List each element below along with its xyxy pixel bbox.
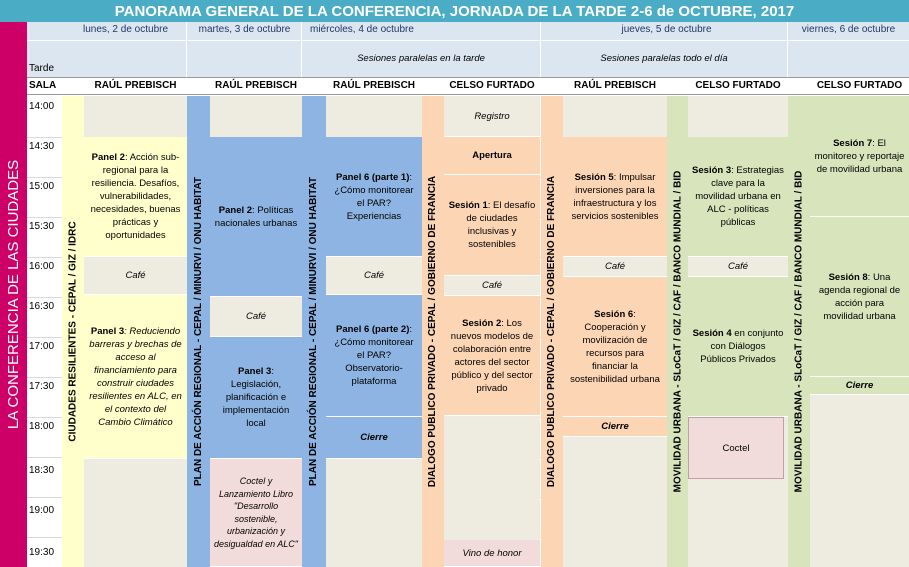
session-wed-cafe[interactable]: Café bbox=[326, 257, 422, 295]
session-thu-sesion5[interactable] bbox=[563, 137, 667, 257]
track-label: MOVILIDAD URBANA - SLoCaT / GIZ / CAF / BANCO MUNDIAL / BID bbox=[793, 170, 805, 493]
time-label: 19:00 bbox=[29, 505, 55, 516]
session-thucf-coctel[interactable]: Coctel bbox=[688, 417, 784, 479]
session-wedcf-vino[interactable]: Vino de honor bbox=[444, 540, 540, 567]
track-band-resilient bbox=[62, 96, 84, 567]
session-mon-panel3[interactable] bbox=[84, 295, 187, 459]
session-title: Panel 2 bbox=[91, 152, 125, 163]
time-label: 15:30 bbox=[29, 221, 55, 232]
room-header: RAÚL PREBISCH bbox=[94, 80, 177, 91]
track-band-dialogo bbox=[541, 96, 563, 567]
session-wedcf-apertura[interactable]: Apertura bbox=[444, 137, 540, 175]
time-label: 16:00 bbox=[29, 261, 55, 272]
session-wedcf-sesion1[interactable] bbox=[444, 175, 540, 276]
session-thu-sesion6[interactable] bbox=[563, 277, 667, 417]
track-band-dialogo bbox=[422, 96, 444, 567]
page-title: PANORAMA GENERAL DE LA CONFERENCIA, JORNADA DE LA TARDE 2-6 de OCTUBRE, 2017 bbox=[114, 2, 795, 20]
header-sep bbox=[301, 22, 302, 77]
session-text: : Estrategias clave para la movilidad urbana en ALC - políticas públicas bbox=[695, 165, 784, 228]
header-sep bbox=[186, 22, 187, 77]
room-header: RAÚL PREBISCH bbox=[214, 80, 298, 91]
session-title: Panel 3 bbox=[90, 325, 125, 337]
session-thucf-sesion4[interactable] bbox=[688, 277, 788, 417]
session-text: : Una agenda regional de acción para movilidad urbana bbox=[818, 271, 901, 322]
session-title: Panel 3 bbox=[238, 366, 272, 377]
session-text: : Impulsar inversiones para la infraestructura y los servicios sostenibles bbox=[571, 171, 659, 222]
session-title: Panel 6 (parte 1) bbox=[335, 171, 410, 183]
session-fri-cierre[interactable]: Cierre bbox=[810, 377, 909, 395]
time-label: 18:00 bbox=[29, 421, 55, 432]
session-tue-panel2[interactable] bbox=[210, 137, 302, 297]
session-tue-cafe[interactable]: Café bbox=[210, 297, 302, 337]
track-label: CIUDADES RESILIENTES - CEPAL / GIZ / IDRC bbox=[67, 221, 79, 442]
session-text: : El monitoreo y reportaje de movilidad urbana bbox=[814, 137, 905, 175]
time-label: 18:30 bbox=[29, 465, 55, 476]
session-title: Sesión 5 bbox=[574, 171, 614, 183]
time-label: 16:30 bbox=[29, 301, 55, 312]
time-label: 17:00 bbox=[29, 341, 55, 352]
side-label: LA CONFERENCIA DE LAS CIUDADES bbox=[5, 159, 22, 430]
session-text: : Acción sub-regional para la resiliencia. Desafíos, vulnerabilidades, necesidades, buenas prácticas y oportunidades bbox=[90, 152, 181, 241]
session-thucf-cafe[interactable]: Café bbox=[688, 257, 788, 277]
session-title: Sesión 7 bbox=[833, 137, 873, 149]
session-text: : Los nuevos modelos de colaboración entre actores del sector público y del sector privado bbox=[450, 317, 534, 394]
session-title: Panel 6 (parte 2) bbox=[335, 324, 410, 335]
room-header: CELSO FURTADO bbox=[695, 80, 781, 91]
session-wedcf-cafe[interactable]: Café bbox=[444, 276, 540, 296]
parallel-afternoon: Sesiones paralelas en la tarde bbox=[357, 53, 485, 64]
track-label: PLAN DE ACCIÓN REGIONAL - CEPAL / MINURVI / ONU HABITAT bbox=[193, 176, 204, 487]
day-header-mon: lunes, 2 de octubre bbox=[82, 24, 169, 35]
parallel-allday: Sesiones paralelas todo el día bbox=[600, 53, 728, 64]
session-thu-cafe[interactable]: Café bbox=[563, 257, 667, 277]
session-thucf-sesion3[interactable] bbox=[688, 137, 788, 257]
session-tue-panel3[interactable] bbox=[210, 337, 302, 459]
track-label: DIALOGO PUBLICO PRIVADO - CEPAL / GOBIERNO DE FRANCIA bbox=[427, 175, 439, 488]
session-fri-sesion8[interactable] bbox=[810, 217, 909, 377]
session-text: : Cooperación y movilización de recursos para financiar la sostenibilidad urbana bbox=[570, 308, 660, 385]
session-title: Sesión 6 bbox=[594, 308, 634, 320]
session-text: : El desafío de ciudades inclusivas y sostenibles bbox=[466, 200, 536, 250]
track-label: DIALOGO PUBLICO PRIVADO - CEPAL / GOBIERNO DE FRANCIA bbox=[546, 175, 558, 488]
header-sep bbox=[540, 22, 541, 77]
session-wed-panel6b[interactable] bbox=[326, 295, 422, 417]
time-label: 15:00 bbox=[29, 181, 55, 192]
session-text: : ¿Cómo monitorear el PAR? Observatorio-plataforma bbox=[334, 324, 414, 387]
session-wedcf-registro[interactable]: Registro bbox=[444, 96, 540, 137]
day-header-thu: jueves, 5 de octubre bbox=[621, 24, 712, 35]
track-band-movilidad bbox=[788, 96, 810, 567]
day-header-wed: miércoles, 4 de octubre bbox=[310, 24, 414, 35]
time-label: 17:30 bbox=[29, 381, 55, 392]
time-label: 19:30 bbox=[29, 547, 55, 558]
session-text: : Reduciendo barreras y brechas de acceso al financiamiento para construir ciudades resilientes en ALC, en el contexto del Cambio Climático bbox=[89, 325, 182, 428]
day-header-fri: viernes, 6 de octubre bbox=[801, 24, 896, 35]
session-thu-cierre[interactable]: Cierre bbox=[563, 417, 667, 437]
time-label: 14:00 bbox=[29, 101, 55, 112]
track-band-movilidad bbox=[667, 96, 688, 567]
session-title: Sesión 3 bbox=[692, 165, 732, 176]
sala-label: SALA bbox=[29, 80, 57, 91]
room-header: RAÚL PREBISCH bbox=[332, 80, 416, 91]
session-wed-cierre[interactable]: Cierre bbox=[326, 417, 422, 459]
room-header: CELSO FURTADO bbox=[816, 80, 903, 91]
track-band-par bbox=[302, 96, 326, 567]
session-wed-panel6a[interactable] bbox=[326, 137, 422, 257]
track-band-par bbox=[187, 96, 210, 567]
room-header: RAÚL PREBISCH bbox=[573, 80, 657, 91]
session-wedcf-sesion2[interactable] bbox=[444, 296, 540, 416]
time-label: 14:30 bbox=[29, 141, 55, 152]
session-title: Sesión 2 bbox=[462, 317, 502, 329]
title-bar bbox=[0, 0, 909, 22]
track-label: MOVILIDAD URBANA - SLoCaT / GIZ / CAF / BANCO MUNDIAL / BID bbox=[672, 170, 683, 493]
session-text: : Políticas nacionales urbanas bbox=[214, 204, 298, 229]
side-label-band bbox=[0, 22, 27, 567]
session-text: : Legislación, planificación e implementación local bbox=[222, 366, 290, 429]
session-fri-sesion7[interactable] bbox=[810, 96, 909, 217]
session-text: en conjunto con Diálogos Públicos Privados bbox=[700, 328, 784, 365]
session-title: Sesión 8 bbox=[828, 271, 868, 283]
session-tue-coctel[interactable]: Coctel y Lanzamiento Libro "Desarrollo sostenible, urbanización y desigualdad en ALC" bbox=[210, 459, 302, 567]
session-title: Sesión 1 bbox=[448, 200, 488, 211]
session-title: Sesión 4 bbox=[692, 328, 732, 339]
session-title: Panel 2 bbox=[218, 204, 253, 216]
header-sep bbox=[27, 40, 909, 41]
header-sep bbox=[787, 22, 788, 77]
session-mon-panel2[interactable] bbox=[84, 137, 187, 257]
session-text: : ¿Cómo monitorear el PAR? Experiencias bbox=[334, 171, 414, 222]
track-label: PLAN DE ACCIÓN REGIONAL - CEPAL / MINURVI / ONU HABITAT bbox=[308, 176, 320, 487]
session-mon-cafe[interactable]: Café bbox=[84, 257, 187, 295]
tarde-label: Tarde bbox=[29, 63, 55, 74]
room-header: CELSO FURTADO bbox=[449, 80, 535, 91]
day-header-tue: martes, 3 de octubre bbox=[198, 24, 291, 35]
